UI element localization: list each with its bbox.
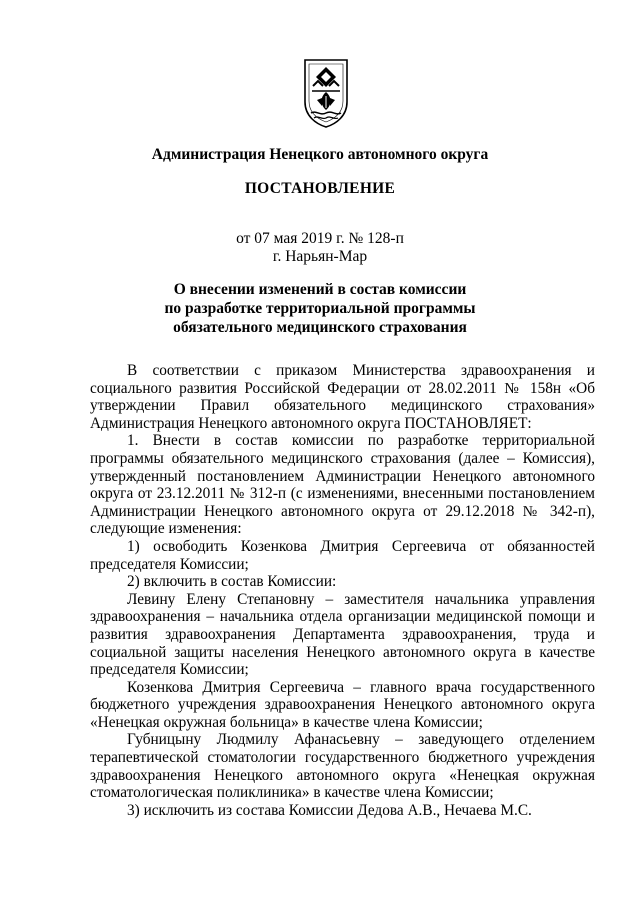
document-city: г. Нарьян-Мар — [272, 248, 368, 265]
nenets-okrug-coat-of-arms-icon — [302, 58, 350, 128]
body-paragraph: Левину Елену Степановну – заместителя начальника управления здравоохранения – начальника отдела организации медицинской помощи и развития здравоохранения Департамента здравоохранения, труда и социальной защиты населения Ненецкого автономного округа в качестве председателя Комиссии; — [90, 590, 595, 679]
body-paragraph: Козенкова Дмитрия Сергеевича – главного врача государственного бюджетного учреждения здравоохранения Ненецкого автономного округа «Ненецкая окружная больница» в качестве члена Комиссии; — [90, 678, 595, 731]
body-paragraph: 1. Внести в состав комиссии по разработке территориальной программы обязательного медицинского страхования (далее – Комиссия), утвержденный постановлением Администрации Ненецкого автономного округа от 23.12.2011 № 312-п (с изменениями, внесенными постановлением Администрации Ненецкого автономного округа от 29.12.2018 № 342-п), следующие изменения: — [90, 432, 595, 538]
body-paragraph: 1) освободить Козенкова Дмитрия Сергеевича от обязанностей председателя Комиссии; — [90, 537, 595, 573]
document-body — [90, 362, 595, 819]
body-paragraph: 2) включить в состав Комиссии: — [127, 573, 337, 591]
document-date-number: от 07 мая 2019 г. № 128-п — [236, 230, 404, 247]
document-type: ПОСТАНОВЛЕНИЕ — [244, 180, 396, 197]
title-line: обязательного медицинского страхования — [173, 319, 467, 336]
body-paragraph: 3) исключить из состава Комиссии Дедова А.В., Нечаева М.С. — [127, 801, 532, 819]
title-line: О внесении изменений в состав комиссии — [173, 281, 467, 298]
body-paragraph: В соответствии с приказом Министерства здравоохранения и социального развития Российской Федерации от 28.02.2011 № 158н «Об утверждении Правил обязательного медицинского страхования» Администрация Ненецкого автономного округа ПОСТАНОВЛЯЕТ: — [90, 362, 595, 432]
document-title — [0, 280, 640, 337]
organization-name: Администрация Ненецкого автономного округа — [151, 146, 489, 163]
title-line: по разработке территориальной программы — [164, 300, 476, 317]
body-paragraph: Губницыну Людмилу Афанасьевну – заведующего отделением терапевтической стоматологии государственного бюджетного учреждения здравоохранения Ненецкого автономного округа «Ненецкая окружная стоматологическая поликлиника» в качестве члена Комиссии; — [90, 731, 595, 802]
